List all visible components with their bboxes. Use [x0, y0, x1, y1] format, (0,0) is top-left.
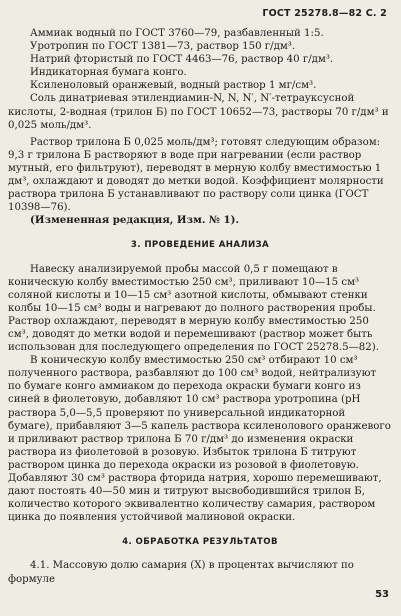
document-body — [8, 27, 392, 586]
reagent-item: Индикаторная бумага конго. — [30, 67, 187, 79]
section-3-paragraph-1: Навеску анализируемой пробы массой 0,5 г помещают в коническую колбу вместимостью 250 см³, приливают 10—15 см³ соляной кислоты и 10—15 см³ азотной кислоты, обмывают стенки колбы 10—15 см³ воды и нагревают до полного растворения пробы. Раствор охлаждают, переводят в мерную колбу вместимостью 250 см³, доводят до метки водой и перемешивают (раствор может быть использован для последующего определения по ГОСТ 25278.5—82). — [8, 263, 379, 354]
trilon-paragraph: Раствор трилона Б 0,025 моль/дм³; готовят следующим образом: 9,3 г трилона Б растворяют в воде при нагревании (если раствор мутный, его фильтруют), переводят в мерную колбу вместимостью 1 дм³, охлаждают и доводят до метки водой. Коэффициент молярности раствора трилона Б устанавливают по раствору соли цинка (ГОСТ 10398—76). — [8, 136, 384, 214]
page-header: ГОСТ 25278.8—82 С. 2 — [262, 8, 387, 19]
section-3-title: 3. ПРОВЕДЕНИЕ АНАЛИЗА — [130, 240, 270, 251]
reagent-item: Аммиак водный по ГОСТ 3760—79, разбавленный 1:5. — [30, 28, 324, 39]
page-number: 53 — [375, 589, 389, 600]
amendment-note: (Измененная редакция, Изм. № 1). — [30, 214, 240, 227]
reagent-item: Уротропин по ГОСТ 1381—73, раствор 150 г/дм³. — [30, 41, 296, 53]
reagent-item: Ксиленоловый оранжевый, водный раствор 1 мг/см³. — [30, 80, 317, 92]
reagent-item: Натрий фтористый по ГОСТ 4463—76, раствор 40 г/дм³. — [30, 54, 334, 66]
section-4-title: 4. ОБРАБОТКА РЕЗУЛЬТАТОВ — [122, 537, 278, 548]
reagent-item: Соль динатриевая этилендиамин-N, N, N′, N′-тетрауксусной кислоты, 2-водная (трилон Б) по ГОСТ 10652—73, растворы 70 г/дм³ и 0,025 моль/дм³. — [8, 93, 389, 131]
section-4-paragraph-1: 4.1. Массовую долю самария (X) в процентах вычисляют по формуле — [8, 560, 354, 585]
section-3-paragraph-2: В коническую колбу вместимостью 250 см³ отбирают 10 см³ полученного раствора, разбавляют до 100 см³ водой, нейтрализуют по бумаге конго аммиаком до перехода окраски бумаги конго из синей в фиолетовую, добавляют 10 см³ раствора уротропина (pH раствора 5,0—5,5 проверяют по универсальной индикаторной бумаге), прибавляют 3—5 капель раствора ксиленолового оранжевого и приливают раствор трилона Б 70 г/дм³ до изменения окраски раствора из фиолетовой в розовую. Избыток трилона Б титруют раствором цинка до перехода окраски из розовой в фиолетовую. Добавляют 30 см³ раствора фторида натрия, хорошо перемешивают, дают постоять 40—50 мин и титруют высвободившийся трилон Б, количество которого эквивалентно количеству самария, раствором цинка до появления устойчивой малиновой окраски. — [8, 355, 391, 524]
